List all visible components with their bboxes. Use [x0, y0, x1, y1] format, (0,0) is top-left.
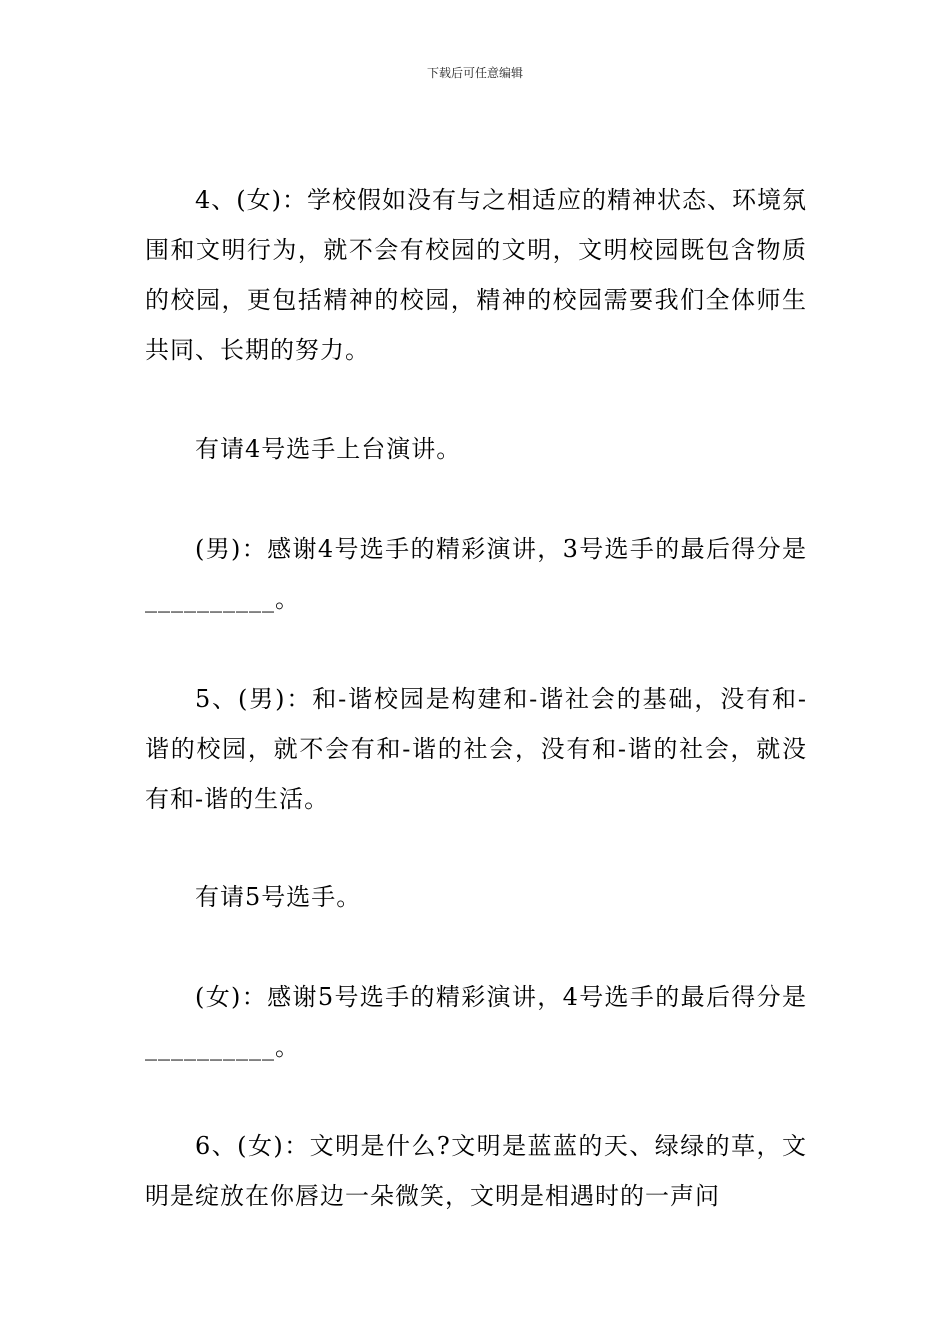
- paragraph-invite-4: 有请4号选手上台演讲。: [195, 435, 462, 463]
- paragraph-thanks-5: (女)：感谢5号选手的精彩演讲，4号选手的最后得分是__________。: [145, 983, 807, 1061]
- paragraph-5-male: 5、(男)：和-谐校园是构建和-谐社会的基础，没有和-谐的校园，就不会有和-谐的社会，没有和-谐的社会，就没有和-谐的生活。: [145, 685, 807, 813]
- paragraph-4-female: 4、(女)：学校假如没有与之相适应的精神状态、环境氛围和文明行为，就不会有校园的文明，文明校园既包含物质的校园，更包括精神的校园，精神的校园需要我们全体师生共同、长期的努力。: [145, 186, 807, 364]
- paragraph-thanks-4: (男)：感谢4号选手的精彩演讲，3号选手的最后得分是__________。: [145, 535, 807, 613]
- paragraph-6-female: 6、(女)：文明是什么?文明是蓝蓝的天、绿绿的草，文明是绽放在你唇边一朵微笑，文明是相遇时的一声问: [145, 1132, 807, 1210]
- page-header-note: 下载后可任意编辑: [426, 66, 523, 80]
- paragraph-invite-5: 有请5号选手。: [195, 883, 362, 911]
